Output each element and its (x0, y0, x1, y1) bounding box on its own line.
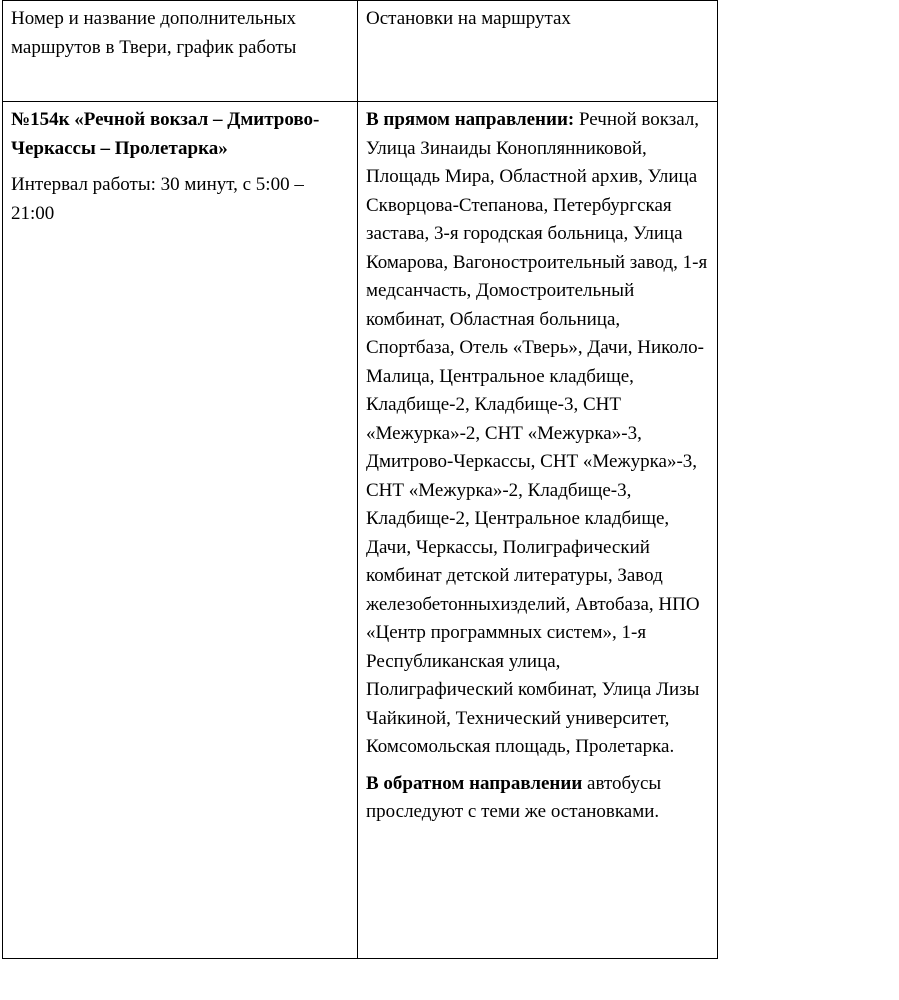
route-stops-cell (358, 102, 718, 959)
forward-direction-label: В прямом направлении: (366, 109, 575, 130)
reverse-direction-text: автобусы проследуют с теми же остановками. (366, 772, 662, 822)
forward-stops-list: Речной вокзал, Улица Зинаиды Коноплянниковой, Площадь Мира, Областной архив, Улица Скворцова-Степанова, Петербургская застава, 3-я городская больница, Улица Комарова, Вагоностроительный завод, 1-я медсанчасть, Домостроительный комбинат, Областная больница, Спортбаза, Отель «Тверь», Дачи, Николо-Малица, Центральное кладбище, Кладбище-2, Кладбище-3, СНТ «Межурка»-2, СНТ «Межурка»-3, Дмитрово-Черкассы, СНТ «Межурка»-3, СНТ «Межурка»-2, Кладбище-3, Кладбище-2, Центральное кладбище, Дачи, Черкассы, Полиграфический комбинат детской литературы, Завод железобетонныхизделий, Автобаза, НПО «Центр программных систем», 1-я Республиканская улица, Полиграфический комбинат, Улица Лизы Чайкиной, Технический университет, Комсомольская площадь, Пролетарка. (366, 109, 708, 757)
header-stops-text: Остановки на маршрутах (366, 8, 571, 29)
header-route-name-text: Номер и название дополнительных маршрутов в Твери, график работы (11, 8, 297, 58)
header-route-name-cell (3, 1, 358, 102)
reverse-direction-paragraph (366, 770, 709, 827)
forward-stops-paragraph (366, 106, 709, 762)
route-schedule: Интервал работы: 30 минут, с 5:00 – 21:00 (11, 174, 304, 224)
routes-table (2, 0, 718, 959)
header-stops-cell (358, 1, 718, 102)
reverse-direction-label: В обратном направлении (366, 772, 583, 794)
table-row (3, 102, 718, 959)
table-header-row (3, 1, 718, 102)
route-title: №154к «Речной вокзал – Дмитрово-Черкассы – Пролетарка» (11, 109, 320, 159)
route-info-cell (3, 102, 358, 959)
